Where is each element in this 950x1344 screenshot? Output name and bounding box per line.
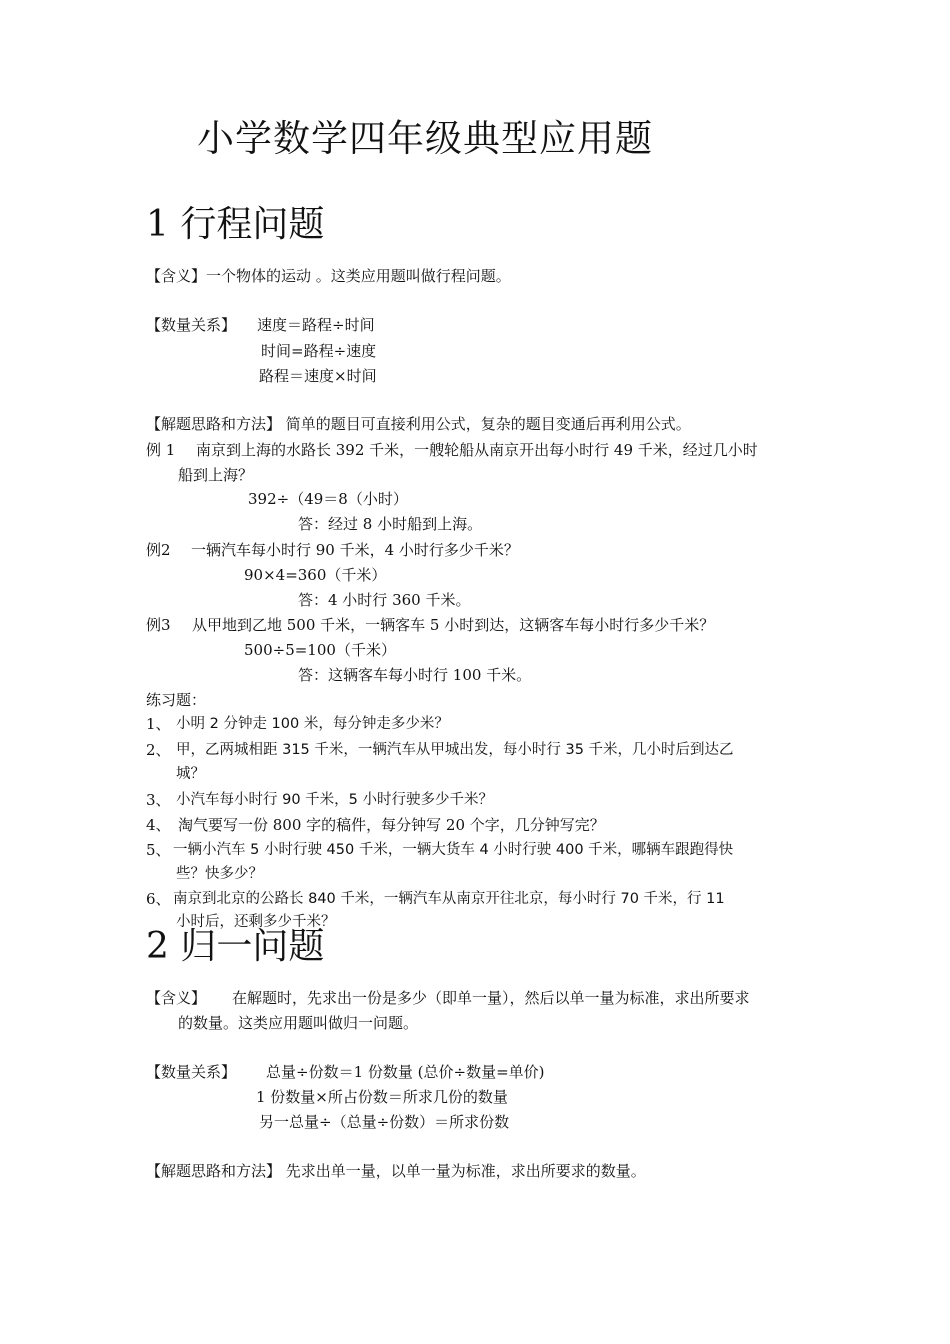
practice-number: 2、 [146,741,171,759]
section-1-meaning: 【含义】一个物体的运动 。这类应用题叫做行程问题。 [146,267,511,285]
relation-formula: 速度＝路程÷时间 [257,316,375,334]
section-2-relations-label: 【数量关系】 [146,1063,237,1081]
section-2-meaning-label: 【含义】 [146,989,207,1007]
practice-question: 淘气要写一份 800 字的稿件，每分钟写 20 个字，几分钟写完？ [178,816,605,834]
relation-formula: 总量÷份数＝1 份数量 (总价÷数量=单价) [266,1063,545,1081]
example-label: 例 1 [146,441,176,459]
practice-question: 甲，乙两城相距 315 千米，一辆汽车从甲城出发，每小时行 35 千米，几小时后到达乙 [176,742,734,758]
practice-question-continued: 小时后，还剩多少千米？ [176,914,336,930]
example-label: 例2 [146,541,171,559]
example-answer: 答：这辆客车每小时行 100 千米。 [298,666,532,684]
section-1-relations-label: 【数量关系】 [146,316,237,334]
practice-question: 一辆小汽车 5 小时行驶 450 千米，一辆大货车 4 小时行驶 400 千米，哪辆车跟跑得快 [173,842,734,858]
practice-question: 小汽车每小时行 90 千米，5 小时行驶多少千米？ [176,792,494,808]
relation-formula: 另一总量÷（总量÷份数）＝所求份数 [259,1113,510,1131]
practice-number: 5、 [146,841,171,859]
section-2-method: 【解题思路和方法】 先求出单一量，以单一量为标准，求出所要求的数量。 [146,1162,646,1180]
example-label: 例3 [146,616,171,634]
practice-number: 3、 [146,791,171,809]
section-2-heading: 2 归一问题 [146,926,325,967]
section-2-meaning-continued: 的数量。这类应用题叫做归一问题。 [178,1014,419,1032]
practice-question-continued: 些？快多少？ [176,866,263,882]
practice-label: 练习题： [146,691,207,709]
example-calculation: 90×4=360（千米） [244,566,387,584]
practice-question-continued: 城？ [176,766,205,782]
example-calculation: 392÷（49＝8（小时） [248,490,408,508]
example-question-continued: 船到上海？ [178,466,254,484]
section-2-meaning: 在解题时，先求出一份是多少（即单一量），然后以单一量为标准，求出所要求 [232,989,750,1007]
example-question: 从甲地到乙地 500 千米，一辆客车 5 小时到达，这辆客车每小时行多少千米？ [192,616,715,634]
practice-number: 6、 [146,890,171,908]
relation-formula: 路程＝速度×时间 [259,367,377,385]
relation-formula: 时间=路程÷速度 [261,342,377,360]
section-1-heading: 1 行程问题 [146,204,325,245]
example-question: 一辆汽车每小时行 90 千米，4 小时行多少千米？ [191,541,519,559]
relation-formula: 1 份数量×所占份数＝所求几份的数量 [256,1088,508,1106]
example-answer: 答：4 小时行 360 千米。 [298,591,471,609]
document-title: 小学数学四年级典型应用题 [197,117,653,160]
section-1-method: 【解题思路和方法】 简单的题目可直接利用公式，复杂的题目变通后再利用公式。 [146,415,691,433]
example-question: 南京到上海的水路长 392 千米，一艘轮船从南京开出每小时行 49 千米，经过几小时 [196,441,758,459]
practice-number: 1、 [146,715,171,733]
practice-number: 4、 [146,816,171,834]
example-answer: 答：经过 8 小时船到上海。 [298,515,483,533]
example-calculation: 500÷5=100（千米） [244,641,396,659]
practice-question: 南京到北京的公路长 840 千米，一辆汽车从南京开往北京，每小时行 70 千米，行 11 [173,891,725,907]
practice-question: 小明 2 分钟走 100 米，每分钟走多少米？ [176,716,449,732]
